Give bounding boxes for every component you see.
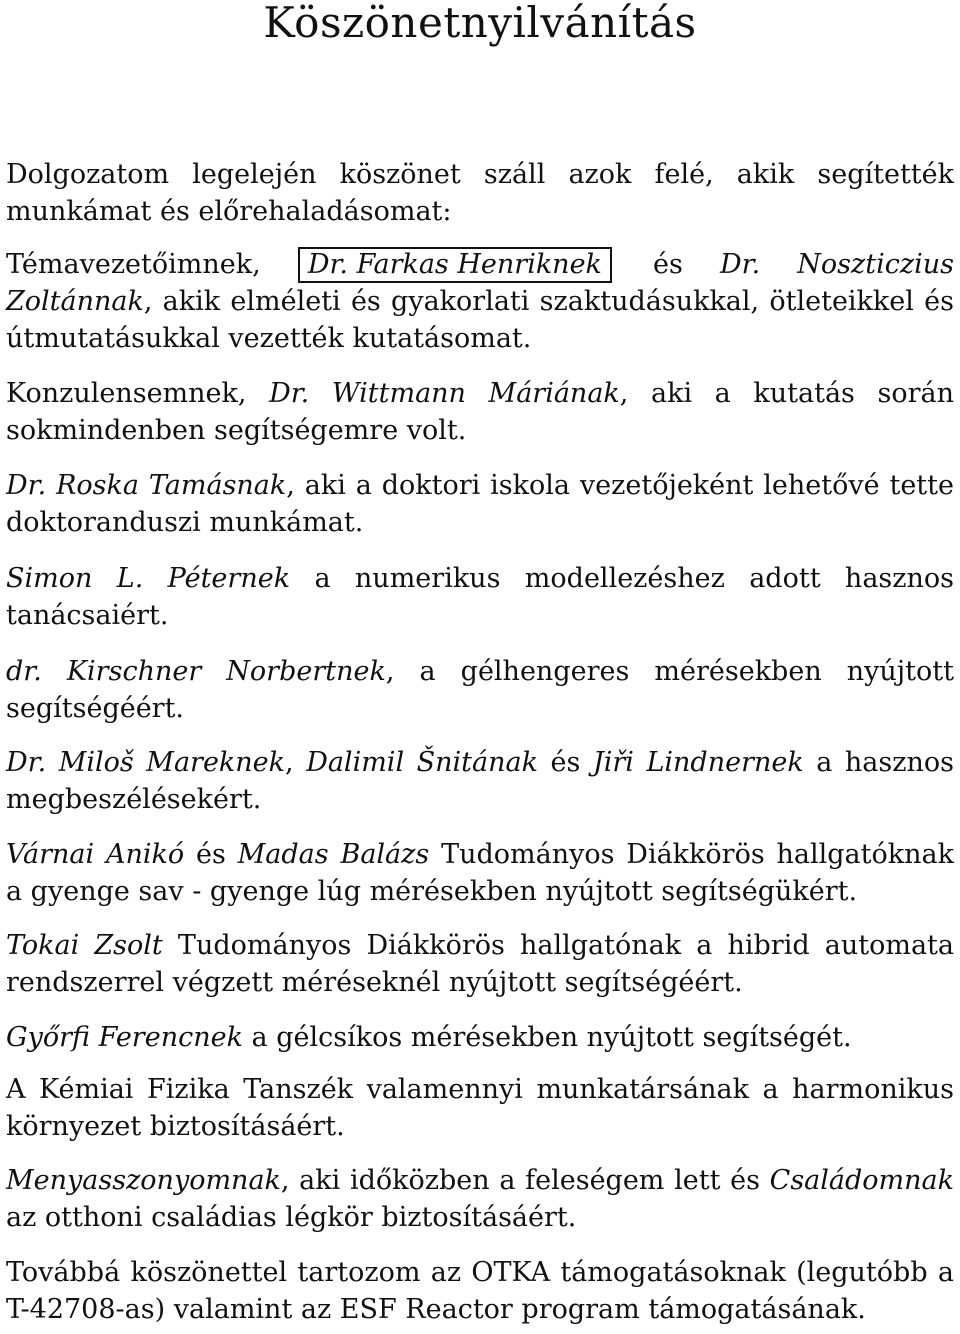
simon-name: Simon L. Péternek xyxy=(6,563,291,594)
paragraph-tokai xyxy=(6,927,954,1001)
tokai-text: Tudományos Diákkörös hallgatónak a hibrid automata rendszerrel végzett méréseknél nyújtott segítségéért. xyxy=(6,930,955,998)
tokai-name: Tokai Zsolt xyxy=(6,930,163,961)
paragraph-students xyxy=(6,836,954,910)
comma: , xyxy=(285,747,294,778)
consultant-name: Dr. Wittmann Máriának xyxy=(269,378,620,409)
snita-name: Dalimil Šnitának xyxy=(306,747,538,778)
kirschner-text: , a gélhengeres mérésekben nyújtott segítségéért. xyxy=(6,656,954,724)
simon-text: a numerikus modellezéshez adott hasznos tanácsaiért. xyxy=(6,563,955,631)
paragraph-intro: Dolgozatom legelején köszönet száll azok felé, akik segítették munkámat és előrehaladásomat: xyxy=(6,159,954,227)
family-word: Családomnak xyxy=(769,1165,954,1196)
madas-name: Madas Balázs xyxy=(237,839,430,870)
marek-text: a hasznos megbeszélésekért. xyxy=(6,747,954,815)
marek-name: Dr. Miloš Mareknek xyxy=(6,747,286,778)
family-text-end: az otthoni családias légkör biztosításáért. xyxy=(6,1202,577,1233)
kirschner-name: dr. Kirschner Norbertnek xyxy=(6,656,386,687)
paragraph-funding: Továbbá köszönettel tartozom az OTKA támogatásoknak (legutóbb a T-42708-as) valamint az ESF Reactor program támogatásának. xyxy=(6,1257,954,1325)
gyorfi-text: a gélcsíkos mérésekben nyújtott segítségét. xyxy=(242,1022,852,1053)
supervisors-text: , akik elméleti és gyakorlati szaktudásukkal, ötleteikkel és útmutatásukkal vezették kutatásomat. xyxy=(6,286,954,354)
page-title: Köszönetnyilvánítás xyxy=(263,0,697,47)
consultant-label: Konzulensemnek, xyxy=(6,378,247,409)
paragraph-department: A Kémiai Fizika Tanszék valamennyi munkatársának a harmonikus környezet biztosításáért. xyxy=(6,1074,954,1142)
school-head-name: Dr. Roska Tamásnak xyxy=(6,470,287,501)
paragraph-simon xyxy=(6,560,954,634)
and-word: és xyxy=(195,839,226,870)
consultant-text: , aki a kutatás során sokmindenben segítségemre volt. xyxy=(6,378,955,446)
boxed-name: Dr. Farkas Henriknek xyxy=(298,247,612,283)
paragraph-family xyxy=(6,1162,954,1236)
gyorfi-name: Győrfi Ferencnek xyxy=(6,1022,243,1053)
supervisors-label: Témavezetőimnek, xyxy=(6,249,261,280)
school-head-text: , aki a doktori iskola vezetőjeként lehetővé tette doktoranduszi munkámat. xyxy=(6,470,954,538)
paragraph-supervisors xyxy=(6,246,954,357)
and-word: és xyxy=(550,747,581,778)
family-text: , aki időközben a feleségem lett és xyxy=(280,1165,760,1196)
paragraph-school-head xyxy=(6,467,954,541)
fiancee-word: Menyasszonyomnak xyxy=(6,1165,281,1196)
paragraph-consultant xyxy=(6,375,954,449)
students-text: Tudományos Diákkörös hallgatóknak a gyenge sav - gyenge lúg mérésekben nyújtott segítségükért. xyxy=(6,839,954,907)
and-word: és xyxy=(653,249,683,280)
paragraph-marek xyxy=(6,744,954,818)
supervisor-name: Dr. Noszticzius Zoltánnak xyxy=(6,249,954,317)
paragraph-kirschner xyxy=(6,653,954,727)
paragraph-gyorfi xyxy=(6,1019,954,1056)
varnai-name: Várnai Anikó xyxy=(6,839,185,870)
lindner-name: Jiři Lindnernek xyxy=(592,747,804,778)
